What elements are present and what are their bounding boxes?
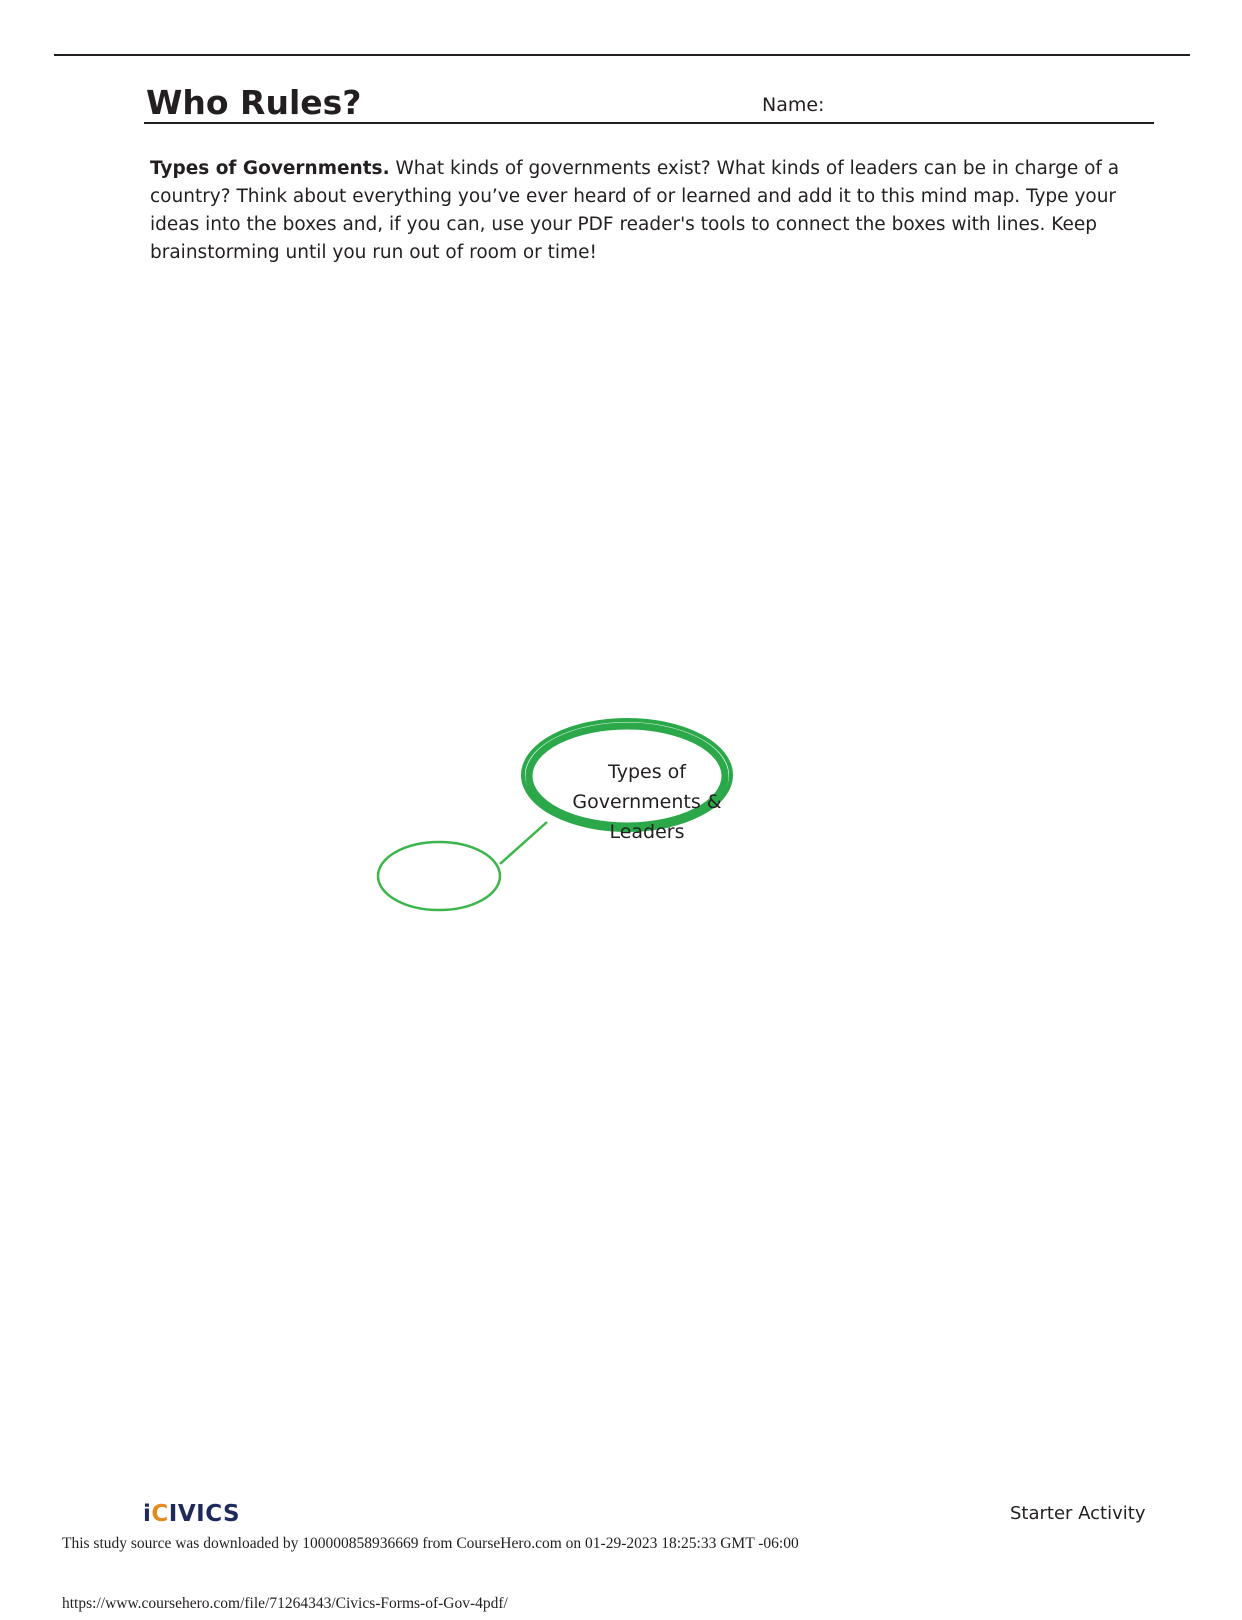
mind-map: [380, 735, 760, 945]
empty-idea-node[interactable]: [378, 842, 500, 910]
instructions-body: What kinds of governments exist? What kinds of leaders can be in charge of a country? Think about everything you’ve ever heard of or learned and add it to this mind map. Type your ideas into the boxes and, if you can, use your PDF reader's tools to connect the boxes with lines. Keep brainstorming until you run out of room or time!: [150, 158, 1120, 263]
central-topic-bubble: [529, 726, 725, 826]
central-topic-line-1: Types of: [608, 761, 686, 783]
top-divider: [54, 54, 1190, 56]
page-title: Who Rules?: [146, 83, 362, 122]
mind-map-connector: [500, 822, 547, 864]
central-topic-line-3: Leaders: [609, 821, 685, 843]
starter-activity-label: Starter Activity: [1010, 1503, 1146, 1524]
instructions-lead: Types of Governments.: [150, 158, 390, 179]
central-topic-line-2: Governments &: [572, 791, 722, 813]
icivics-logo: iCIVICS: [143, 1501, 241, 1527]
source-url-link[interactable]: https://www.coursehero.com/file/71264343/Civics-Forms-of-Gov-4pdf/: [62, 1595, 508, 1612]
name-field-label: Name:: [762, 94, 825, 116]
instructions-paragraph: [150, 155, 1130, 267]
download-notice: This study source was downloaded by 100000858936669 from CourseHero.com on 01-29-2023 18:25:33 GMT -06:00: [62, 1535, 799, 1552]
worksheet-header: [144, 84, 1154, 124]
